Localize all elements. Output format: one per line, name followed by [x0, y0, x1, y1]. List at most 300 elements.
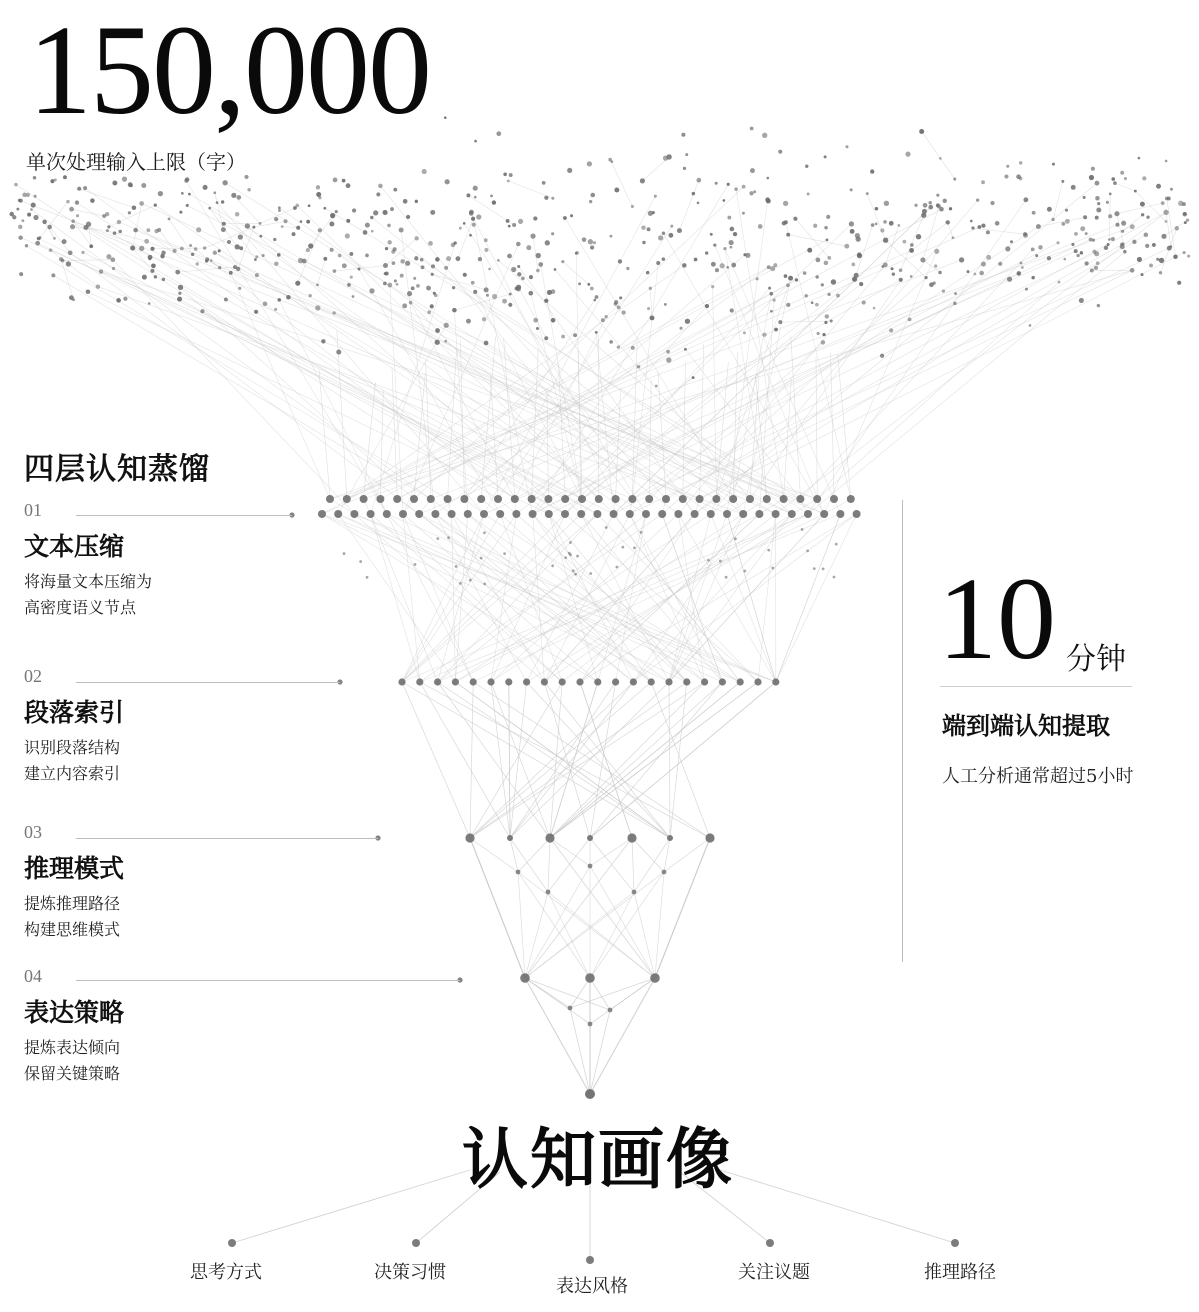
layer-edge — [387, 514, 562, 682]
layer-edge — [438, 514, 646, 682]
cloud-node — [1140, 202, 1145, 207]
cloud-node — [929, 201, 932, 204]
layer-edge — [518, 872, 590, 978]
cloud-node — [516, 242, 521, 247]
cloud-node — [578, 282, 581, 285]
cloud-edge — [63, 260, 113, 261]
cloud-node — [910, 243, 914, 247]
cloud-node — [430, 304, 434, 308]
cloud-node — [827, 293, 830, 296]
stage-04-number: 04 — [24, 966, 42, 986]
cloud-node — [593, 241, 596, 244]
cloud-node — [151, 263, 156, 268]
cloud-node — [544, 196, 548, 200]
cloud-node — [733, 232, 737, 236]
cloud-node — [1108, 214, 1112, 218]
cloud-node — [71, 219, 75, 223]
layer-edge — [420, 514, 841, 682]
cloud-node — [286, 295, 290, 299]
output-edge — [232, 1170, 470, 1243]
cloud-node — [928, 205, 933, 210]
cloud-edge — [563, 262, 589, 285]
layer-1-node — [529, 510, 537, 518]
cloud-node — [609, 340, 613, 344]
cloud-node — [1184, 221, 1187, 224]
cloud-node — [298, 258, 303, 263]
layer-1-sub-node — [743, 570, 746, 573]
cloud-node — [923, 203, 928, 208]
layer-4-node — [520, 973, 530, 983]
output-label-expression: 表达风格 — [556, 1276, 628, 1297]
cloud-node — [26, 193, 30, 197]
cloud-node — [31, 202, 36, 207]
layer-edge — [548, 892, 590, 978]
cloud-node — [883, 220, 887, 224]
cloud-node — [587, 283, 590, 286]
cloud-node — [518, 219, 523, 224]
cloud-node — [1029, 324, 1032, 327]
layer-2-node — [630, 678, 637, 685]
cloud-edge — [298, 230, 320, 283]
cloud-node — [35, 241, 40, 246]
layer-3-node — [507, 835, 513, 841]
cloud-node — [472, 223, 476, 227]
cloud-node — [14, 183, 17, 186]
cloud-node — [66, 261, 71, 266]
cloud-node — [1187, 255, 1190, 258]
funnel-edge — [533, 184, 729, 514]
cloud-node — [96, 284, 100, 288]
cloud-node — [768, 287, 771, 290]
layer-1-sub-node — [771, 567, 774, 570]
cloud-node — [371, 230, 374, 233]
layer-edge — [435, 514, 669, 682]
cloud-node — [1108, 238, 1111, 241]
cloud-node — [711, 285, 714, 288]
cloud-node — [346, 219, 350, 223]
layer-3-node — [465, 833, 474, 842]
cloud-node — [668, 233, 673, 238]
layer-edge — [484, 514, 740, 682]
cloud-node — [715, 268, 719, 272]
layer-edge — [758, 514, 776, 682]
stage-03-rule — [76, 838, 378, 839]
cloud-node — [1161, 234, 1166, 239]
cloud-node — [452, 308, 457, 313]
layer-2-node — [701, 678, 708, 685]
cloud-node — [509, 173, 513, 177]
layer-2-node — [683, 678, 690, 685]
layer-edge — [491, 682, 550, 838]
layer-edge — [402, 514, 581, 682]
cloud-node — [352, 208, 356, 212]
cloud-node — [1106, 201, 1109, 204]
cloud-node — [139, 201, 144, 206]
cloud-node — [1159, 258, 1164, 263]
layer-1-node — [820, 510, 828, 518]
cloud-node — [506, 219, 510, 223]
cloud-node — [129, 184, 133, 188]
apex-edge — [590, 1010, 610, 1094]
cloud-node — [567, 168, 572, 173]
layer-1-node — [746, 495, 754, 503]
cloud-node — [713, 243, 716, 246]
cloud-node — [255, 255, 258, 258]
layer-edge — [491, 514, 678, 682]
cloud-node — [422, 169, 427, 174]
cloud-node — [195, 262, 198, 265]
funnel-edge — [210, 208, 630, 514]
cloud-node — [278, 209, 281, 212]
cloud-node — [99, 269, 103, 273]
cloud-node — [75, 200, 79, 204]
cloud-node — [336, 350, 341, 355]
cloud-node — [459, 227, 462, 230]
cloud-node — [473, 186, 478, 191]
cloud-node — [274, 217, 278, 221]
layer-3-node — [587, 835, 593, 841]
cloud-node — [160, 254, 164, 258]
cloud-node — [484, 287, 489, 292]
stage-02-number: 02 — [24, 666, 42, 686]
layer-1-sub-node — [822, 568, 825, 571]
cloud-node — [908, 317, 912, 321]
cloud-node — [435, 340, 440, 345]
layer-1-sub-node — [801, 528, 804, 531]
cloud-node — [146, 228, 150, 232]
funnel-edge — [372, 218, 743, 514]
cloud-node — [384, 272, 388, 276]
cloud-node — [90, 198, 95, 203]
layer-2-node — [612, 678, 619, 685]
layer-1-sub-node — [459, 582, 462, 585]
cloud-node — [1141, 213, 1144, 216]
cloud-node — [1031, 276, 1035, 280]
layer-1-node — [696, 495, 704, 503]
cloud-node — [203, 246, 206, 249]
cloud-node — [875, 222, 878, 225]
cloud-node — [909, 248, 914, 253]
layer-edge — [590, 978, 655, 1024]
cloud-node — [49, 248, 53, 252]
layer-1-node — [544, 495, 552, 503]
cloud-node — [416, 284, 420, 288]
cloud-node — [816, 258, 821, 263]
cloud-node — [255, 273, 259, 277]
cloud-node — [953, 177, 956, 180]
cloud-node — [967, 270, 970, 273]
cloud-node — [308, 294, 311, 297]
cloud-node — [1152, 243, 1156, 247]
cloud-node — [154, 275, 157, 278]
layer-edge — [570, 978, 655, 1008]
timing-unit: 分钟 — [1066, 642, 1126, 677]
cloud-node — [444, 340, 447, 343]
layer-edge — [500, 514, 562, 682]
cloud-node — [221, 200, 224, 203]
cloud-node — [1016, 174, 1021, 179]
apex-edge — [570, 1008, 590, 1094]
layer-1-node — [545, 510, 553, 518]
cloud-node — [81, 251, 84, 254]
output-label-decision: 决策习惯 — [374, 1262, 446, 1283]
cloud-node — [469, 234, 472, 237]
cloud-node — [750, 127, 754, 131]
cloud-node — [884, 201, 889, 206]
cloud-node — [570, 214, 573, 217]
layer-edge — [533, 514, 652, 682]
cloud-node — [1020, 262, 1023, 265]
cloud-node — [589, 200, 592, 203]
cloud-node — [402, 303, 407, 308]
cloud-node — [333, 269, 337, 273]
cloud-node — [817, 332, 820, 335]
cloud-node — [352, 295, 355, 298]
cloud-node — [767, 265, 771, 269]
layer-edge — [470, 682, 473, 838]
cloud-node — [254, 258, 257, 261]
cloud-node — [200, 309, 204, 313]
cloud-node — [1114, 211, 1119, 216]
cloud-node — [338, 254, 342, 258]
cloud-node — [106, 229, 109, 232]
layer-1-node — [595, 495, 603, 503]
cloud-node — [1121, 230, 1124, 233]
cloud-node — [346, 183, 351, 188]
cloud-node — [1095, 181, 1100, 186]
cloud-node — [1178, 201, 1183, 206]
funnel-edge — [471, 214, 615, 499]
cloud-node — [1089, 175, 1094, 180]
cloud-node — [86, 289, 91, 294]
cloud-edge — [205, 227, 254, 248]
cloud-node — [411, 286, 415, 290]
cloud-node — [731, 263, 736, 268]
cloud-node — [981, 262, 986, 267]
layer-edge — [402, 514, 597, 682]
cloud-node — [889, 328, 893, 332]
funnel-edge — [225, 183, 733, 499]
cloud-node — [484, 238, 488, 242]
network-nodes — [9, 116, 1190, 1264]
cloud-node — [528, 291, 533, 296]
cloud-node — [954, 292, 957, 295]
cloud-node — [658, 235, 663, 240]
cloud-node — [497, 259, 500, 262]
cloud-node — [742, 212, 745, 215]
cloud-node — [18, 235, 22, 239]
cloud-node — [924, 276, 927, 279]
layer-edge — [550, 682, 722, 838]
cloud-node — [409, 301, 413, 305]
layer-edge — [590, 978, 610, 1010]
cloud-node — [640, 178, 645, 183]
cloud-node — [306, 248, 310, 252]
cloud-node — [112, 181, 117, 186]
layer-1-sub-node — [576, 555, 579, 558]
cloud-node — [274, 308, 277, 311]
cloud-node — [821, 340, 825, 344]
cloud-node — [723, 247, 726, 250]
layer-1-sub-node — [414, 563, 417, 566]
cloud-node — [727, 183, 730, 186]
cloud-node — [1165, 197, 1169, 201]
cloud-edge — [454, 294, 510, 310]
cloud-node — [1071, 185, 1076, 190]
layer-2-node — [434, 678, 441, 685]
layer-2-node — [594, 678, 601, 685]
layer-1-sub-node — [605, 526, 608, 529]
cloud-node — [347, 283, 351, 287]
cloud-node — [1023, 233, 1028, 238]
layer-edge — [590, 682, 722, 838]
cloud-node — [536, 327, 539, 330]
cloud-node — [63, 175, 67, 179]
cloud-node — [306, 220, 310, 224]
layer-1-node — [477, 495, 485, 503]
layer-3-node — [667, 835, 673, 841]
cloud-node — [428, 241, 433, 246]
cloud-node — [762, 133, 767, 138]
cloud-node — [1134, 190, 1137, 193]
layer-edge — [570, 978, 590, 1008]
layer-1-node — [415, 510, 423, 518]
cloud-node — [827, 256, 831, 260]
layer-3-node — [545, 833, 554, 842]
cloud-node — [123, 297, 127, 301]
cloud-node — [788, 276, 793, 281]
layer-edge — [548, 838, 590, 892]
cloud-node — [365, 254, 369, 258]
cloud-node — [551, 232, 554, 235]
cloud-node — [1144, 233, 1149, 238]
cloud-node — [16, 208, 19, 211]
output-node — [951, 1239, 959, 1247]
cloud-node — [33, 215, 38, 220]
cloud-node — [221, 227, 226, 232]
layer-3-node — [705, 833, 714, 842]
cloud-node — [213, 191, 216, 194]
funnel-edge — [816, 357, 817, 497]
cloud-node — [631, 205, 634, 208]
layer-1-node — [431, 510, 439, 518]
cloud-node — [403, 199, 408, 204]
layer-edge — [371, 514, 563, 682]
cloud-node — [663, 156, 668, 161]
cloud-node — [883, 238, 888, 243]
cloud-node — [617, 345, 620, 348]
cloud-node — [51, 273, 55, 277]
layer-1-sub-node — [707, 559, 710, 562]
cloud-node — [753, 190, 756, 193]
layer-1-sub-node — [551, 564, 554, 567]
layer-1-node — [528, 495, 536, 503]
cloud-node — [321, 339, 325, 343]
cloud-node — [456, 256, 461, 261]
cloud-node — [177, 297, 182, 302]
layer-1-sub-node — [621, 546, 624, 549]
cloud-node — [236, 267, 240, 271]
cloud-node — [756, 277, 759, 280]
cloud-node — [641, 225, 645, 229]
layer-edge — [634, 892, 655, 978]
funnel-edge — [776, 212, 1166, 514]
cloud-node — [150, 269, 154, 273]
layer-1-sub-node — [569, 541, 572, 544]
cloud-node — [210, 259, 213, 262]
cloud-node — [711, 262, 716, 267]
cloud-node — [1010, 240, 1013, 243]
layer-1-sub-node — [572, 569, 575, 572]
cloud-node — [118, 230, 121, 233]
cloud-node — [551, 318, 556, 323]
cloud-node — [852, 277, 857, 282]
cloud-node — [66, 200, 69, 203]
cloud-node — [953, 302, 956, 305]
cloud-node — [727, 216, 731, 220]
cloud-node — [70, 224, 75, 229]
cloud-node — [463, 273, 467, 277]
cloud-node — [766, 177, 769, 180]
layer-edge — [525, 978, 610, 1010]
cloud-node — [1076, 254, 1079, 257]
cloud-node — [929, 282, 934, 287]
cloud-node — [189, 244, 192, 247]
layer-1-node — [578, 495, 586, 503]
cloud-node — [1156, 184, 1161, 189]
layer-edge — [419, 514, 651, 682]
layer-1-node — [729, 495, 737, 503]
layer-2-node — [470, 678, 477, 685]
layer-4-sub-node — [608, 1008, 613, 1013]
cloud-node — [1121, 221, 1126, 226]
cloud-node — [370, 216, 374, 220]
cloud-node — [1120, 244, 1125, 249]
cloud-node — [181, 192, 184, 195]
cloud-node — [484, 341, 489, 346]
cloud-node — [473, 290, 477, 294]
layer-1-sub-node — [480, 557, 483, 560]
layer-edge — [776, 514, 841, 682]
cloud-node — [662, 257, 666, 261]
cloud-node — [1095, 216, 1099, 220]
cloud-node — [795, 278, 798, 281]
cloud-node — [892, 272, 895, 275]
funnel-edge — [533, 243, 1058, 514]
cloud-node — [469, 210, 474, 215]
cloud-node — [400, 259, 404, 263]
layer-edge — [510, 682, 527, 838]
cloud-node — [239, 246, 243, 250]
cloud-node — [530, 234, 535, 239]
layer-1-node — [350, 510, 358, 518]
cognitive-profile-title: 认知画像 — [462, 1120, 734, 1198]
funnel-edge — [147, 241, 818, 499]
cloud-node — [107, 225, 110, 228]
cloud-node — [705, 251, 708, 254]
layer-edge — [420, 682, 510, 838]
cloud-node — [805, 294, 808, 297]
cloud-node — [824, 155, 827, 158]
cloud-node — [245, 223, 250, 228]
timing-divider — [902, 500, 903, 962]
cloud-node — [1142, 176, 1146, 180]
layer-edge — [549, 514, 687, 682]
layer-1-node — [326, 495, 334, 503]
cloud-node — [1084, 261, 1088, 265]
layer-1-node — [512, 510, 520, 518]
cloud-node — [575, 251, 579, 255]
